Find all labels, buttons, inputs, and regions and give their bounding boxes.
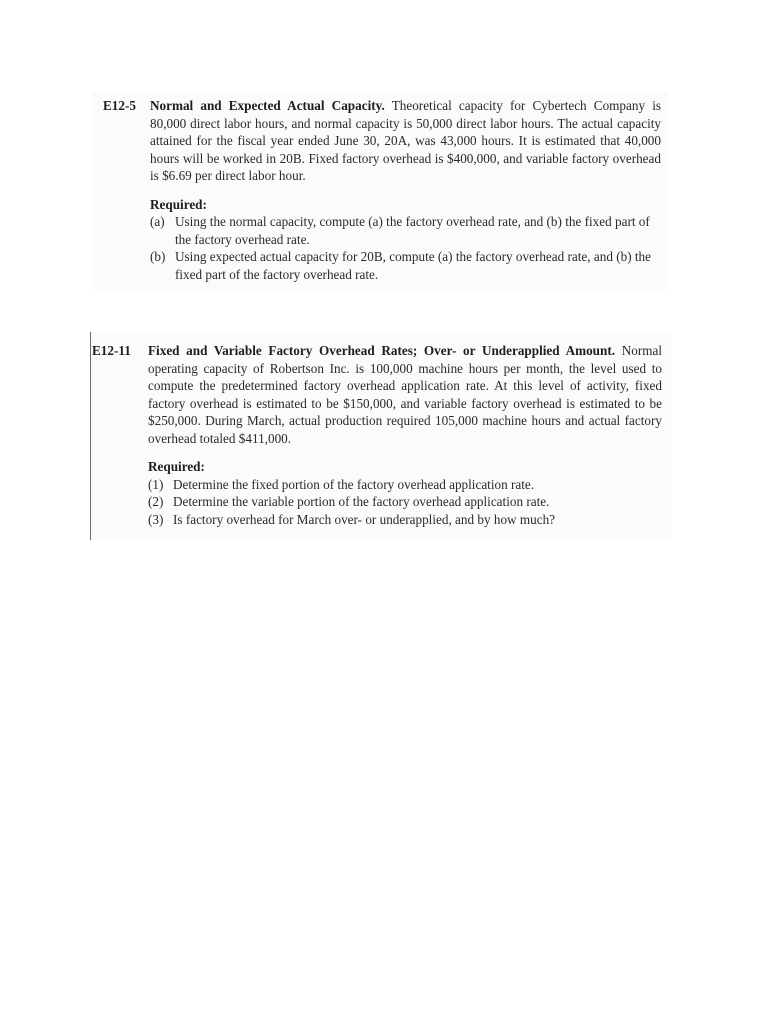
item-text: Determine the variable portion of the factory overhead application rate. xyxy=(173,494,550,509)
required-item xyxy=(150,213,661,248)
required-heading: Required: xyxy=(148,459,205,474)
exercise-number: E12-5 xyxy=(103,98,136,113)
problem-statement xyxy=(148,342,662,447)
problem-text: Normal operating capacity of Robertson Inc. is 100,000 machine hours per month, the level used to compute the predetermined factory overhead application rate. At this level of activity, fixed factory overhead is estimated to be $150,000, and variable factory overhead is estimated to be $250,000. During March, actual production required 105,000 machine hours and actual factory overhead totaled $411,000. xyxy=(148,343,663,446)
item-marker: (1) xyxy=(148,476,164,492)
problem-statement xyxy=(150,97,661,185)
exercise-title: Fixed and Variable Factory Overhead Rates; Over- or Underapplied Amount. xyxy=(148,343,616,358)
exercise-e12-5 xyxy=(103,97,661,283)
exercise-body xyxy=(150,97,661,283)
required-item xyxy=(148,476,662,494)
exercise-e12-11 xyxy=(92,342,662,528)
item-marker: (2) xyxy=(148,494,164,509)
item-marker: (a) xyxy=(150,214,165,229)
item-marker: (3) xyxy=(148,511,164,527)
item-text: Using expected actual capacity for 20B, compute (a) the factory overhead rate, and (b) the fixed part of the factory overhead rate. xyxy=(175,249,651,282)
problem-text: Theoretical capacity for Cybertech Company is 80,000 direct labor hours, and normal capacity is 50,000 direct labor hours. The actual capacity attained for the fiscal year ended June 30, 20A, was 43,000 hours. It is estimated that 40,000 hours will be worked in 20B. Fixed factory overhead is $400,000, and variable factory overhead is $6.69 per direct labor hour. xyxy=(150,98,662,183)
item-marker: (b) xyxy=(150,249,166,264)
required-heading: Required: xyxy=(150,196,207,212)
exercise-number: E12-11 xyxy=(92,343,131,358)
required-item xyxy=(148,511,662,529)
item-text: Using the normal capacity, compute (a) the factory overhead rate, and (b) the fixed part of the factory overhead rate. xyxy=(175,214,650,247)
exercise-title: Normal and Expected Actual Capacity. xyxy=(150,98,385,113)
exercise-body xyxy=(148,342,662,528)
required-item xyxy=(148,493,662,511)
item-text: Determine the fixed portion of the factory overhead application rate. xyxy=(173,476,535,492)
item-text: Is factory overhead for March over- or underapplied, and by how much? xyxy=(173,511,556,527)
required-item xyxy=(150,248,661,283)
